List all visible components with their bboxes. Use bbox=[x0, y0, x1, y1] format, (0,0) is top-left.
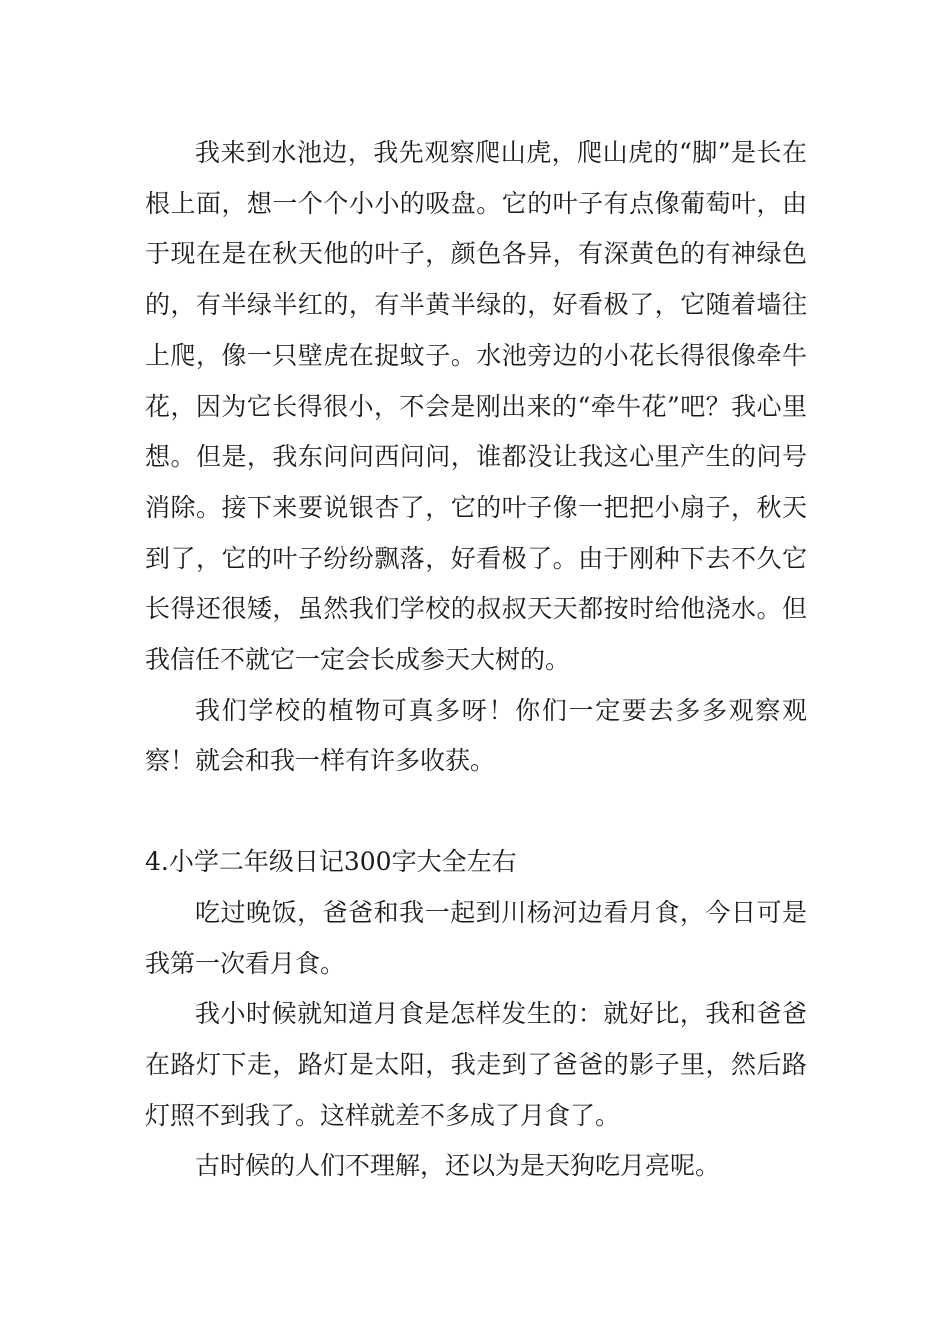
section-gap bbox=[145, 787, 807, 837]
paragraph: 吃过晚饭，爸爸和我一起到川杨河边看月食，今日可是我第一次看月食。 bbox=[145, 897, 807, 978]
document-page bbox=[145, 128, 807, 1192]
paragraph: 我小时候就知道月食是怎样发生的：就好比，我和爸爸在路灯下走，路灯是太阳，我走到了爸爸的影子里，然后路灯照不到我了。这样就差不多成了月食了。 bbox=[145, 999, 807, 1130]
paragraph: 我来到水池边，我先观察爬山虎，爬山虎的“脚”是长在根上面，想一个个小小的吸盘。它的叶子有点像葡萄叶，由于现在是在秋天他的叶子，颜色各异，有深黄色的有神绿色的，有半绿半红的，有半黄半绿的，好看极了，它随着墙往上爬，像一只壁虎在捉蚊子。水池旁边的小花长得很像牵牛花，因为它长得很小，不会是刚出来的“牵牛花”吧？我心里想。但是，我东问问西问问，谁都没让我这心里产生的问号消除。接下来要说银杏了，它的叶子像一把把小扇子，秋天到了，它的叶子纷纷飘落，好看极了。由于刚种下去不久它长得还很矮，虽然我们学校的叔叔天天都按时给他浇水。但我信任不就它一定会长成参天大树的。 bbox=[145, 138, 807, 675]
paragraph: 我们学校的植物可真多呀！你们一定要去多多观察观察！就会和我一样有许多收获。 bbox=[145, 695, 807, 776]
section-heading: 4.小学二年级日记300字大全左右 bbox=[145, 847, 517, 877]
paragraph: 古时候的人们不理解，还以为是天狗吃月亮呢。 bbox=[195, 1151, 721, 1181]
